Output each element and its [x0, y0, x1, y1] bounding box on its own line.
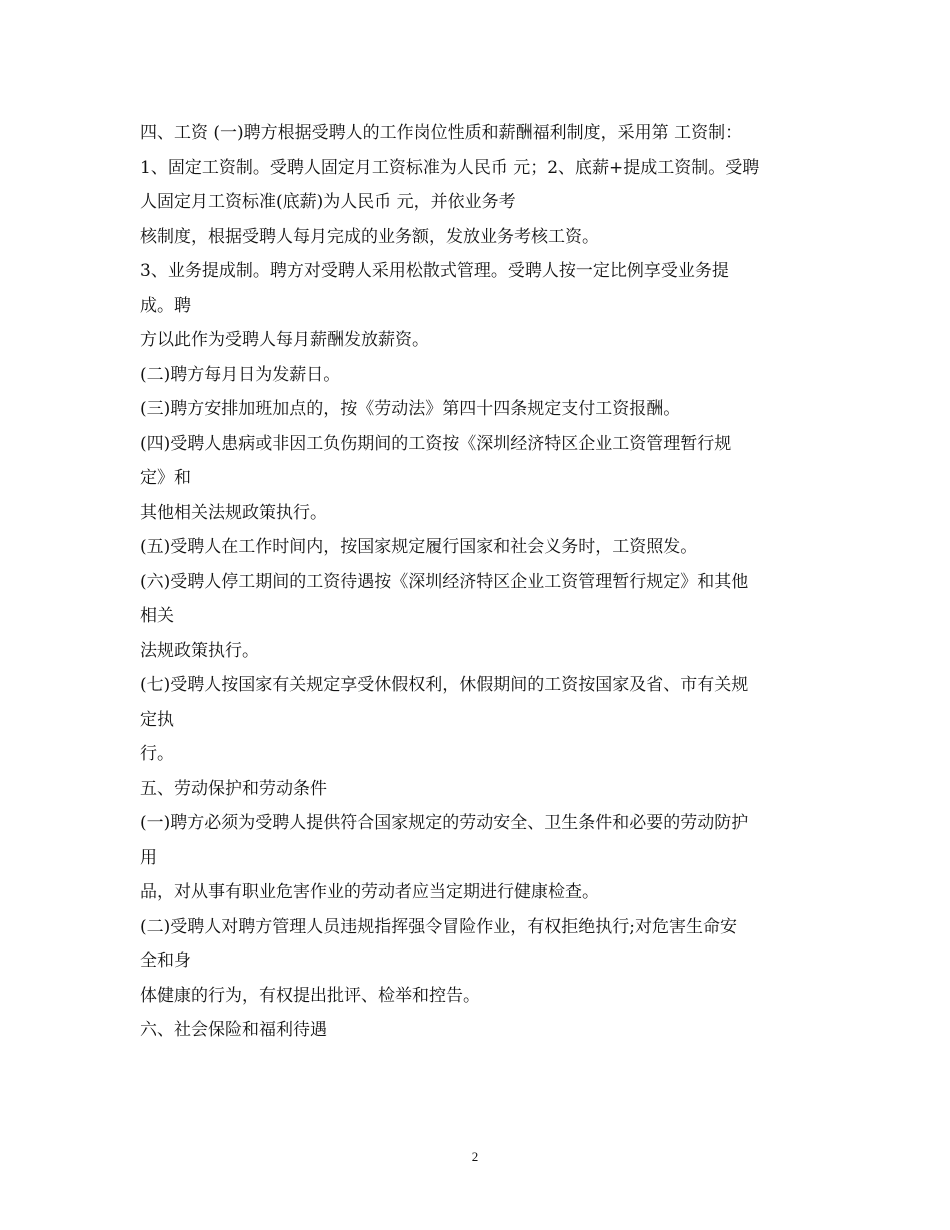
section-heading: 五、劳动保护和劳动条件: [140, 778, 327, 799]
text-line: 核制度，根据受聘人每月完成的业务额，发放业务考核工资。: [140, 226, 599, 247]
page-number: 2: [471, 1149, 479, 1164]
section-heading: 六、社会保险和福利待遇: [140, 1020, 327, 1040]
text-line: 全和身: [140, 951, 191, 971]
text-line: (一)聘方必须为受聘人提供符合国家规定的劳动安全、卫生条件和必要的劳动防护: [140, 813, 749, 833]
text-line: 人固定月工资标准(底薪)为人民币 元，并依业务考: [140, 192, 516, 212]
text-line: 品，对从事有职业危害作业的劳动者应当定期进行健康检查。: [140, 882, 599, 902]
text-line: 四、工资 (一)聘方根据受聘人的工作岗位性质和薪酬福利制度，采用第 工资制：: [140, 123, 743, 143]
text-line: 1、固定工资制。受聘人固定月工资标准为人民币 元；2、底薪+提成工资制。受聘: [140, 157, 760, 178]
text-line: (五)受聘人在工作时间内，按国家规定履行国家和社会义务时，工资照发。: [140, 537, 698, 557]
document-body: [140, 116, 830, 1048]
text-line: 其他相关法规政策执行。: [140, 502, 327, 523]
text-line: 用: [140, 847, 157, 868]
text-line: 行。: [140, 744, 174, 764]
text-line: 定》和: [140, 468, 191, 488]
text-line: (二)聘方每月日为发薪日。: [140, 364, 341, 385]
text-line: 3、业务提成制。聘方对受聘人采用松散式管理。受聘人按一定比例享受业务提: [140, 261, 729, 281]
text-line: 定执: [140, 709, 174, 730]
text-line: (七)受聘人按国家有关规定享受休假权利，休假期间的工资按国家及省、市有关规: [140, 675, 749, 695]
text-line: (六)受聘人停工期间的工资待遇按《深圳经济特区企业工资管理暂行规定》和其他: [140, 571, 749, 592]
text-line: 方以此作为受聘人每月薪酬发放薪资。: [140, 330, 429, 350]
text-line: (三)聘方安排加班加点的，按《劳动法》第四十四条规定支付工资报酬。: [140, 399, 681, 419]
text-line: (四)受聘人患病或非因工负伤期间的工资按《深圳经济特区企业工资管理暂行规: [140, 433, 732, 454]
text-line: 成。聘: [140, 295, 191, 316]
text-line: 相关: [140, 606, 174, 626]
text-line: 法规政策执行。: [140, 640, 259, 661]
text-line: (二)受聘人对聘方管理人员违规指挥强令冒险作业，有权拒绝执行;对危害生命安: [140, 916, 737, 937]
text-line: 体健康的行为，有权提出批评、检举和控告。: [140, 985, 480, 1006]
